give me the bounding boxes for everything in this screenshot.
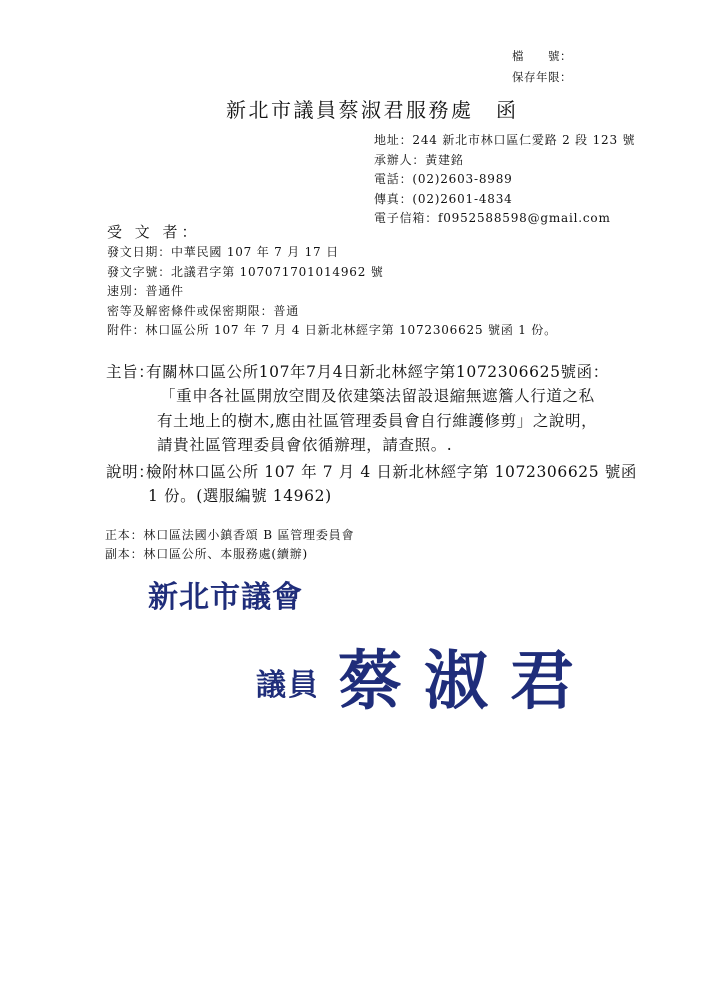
sender-email: 電子信箱：f0952588598@gmail.com [374,211,611,225]
archive-number-field: 檔 號： [512,49,572,63]
councilor-name-seal: 蔡淑君 [338,645,596,719]
delivery-speed: 速別：普通件 [107,284,184,298]
sender-info [374,131,635,229]
distribution-list [105,526,354,564]
sender-contact-person: 承辦人：黃建銘 [374,152,464,167]
document-title: 新北市議員蔡淑君服務處 函 [226,98,519,122]
subject-line: 「重申各社區開放空間及依建築法留設退縮無遮簷人行道之私 [160,387,595,405]
explanation-line: 1 份。(選服編號 14962) [148,487,332,505]
councilor-title-seal: 議員 [256,668,320,703]
subject-line: 有土地上的樹木,應由社區管理委員會自行維護修剪」之說明， [157,412,598,430]
council-seal-text: 新北市議會 [148,580,303,615]
secrecy-level: 密等及解密條件或保密期限：普通 [107,303,300,318]
sender-fax: 傳真：(02)2601-4834 [374,191,513,206]
explanation-line: 檢附林口區公所 107 年 7 月 4 日新北林經字第 1072306625 號函 [146,463,637,481]
sender-address: 地址：244 新北市林口區仁愛路 2 段 123 號 [374,133,636,147]
explanation-label: 說明： [106,463,155,481]
subject-line: 有關林口區公所107年7月4日新北林經字第1072306625號函： [146,363,609,381]
subject-label: 主旨： [106,363,155,381]
issue-date: 發文日期：中華民國 107 年 7 月 17 日 [107,245,339,259]
subject-line: 請貴社區管理委員會依循辦理，請查照。. [157,436,453,454]
header-fields [107,243,557,341]
recipient-label: 受 文 者： [107,223,201,241]
copy-recipient: 副本：林口區公所、本服務處(續辦) [105,547,308,561]
original-recipient: 正本：林口區法國小鎮香頌 B 區管理委員會 [105,528,355,542]
document-number: 發文字號：北議君字第 107071701014962 號 [107,264,384,279]
attachment-note: 附件：林口區公所 107 年 7 月 4 日新北林經字第 1072306625 號函 1 份。 [107,323,557,337]
sender-phone: 電話：(02)2603-8989 [374,172,513,186]
retention-period-field: 保存年限： [512,70,572,84]
